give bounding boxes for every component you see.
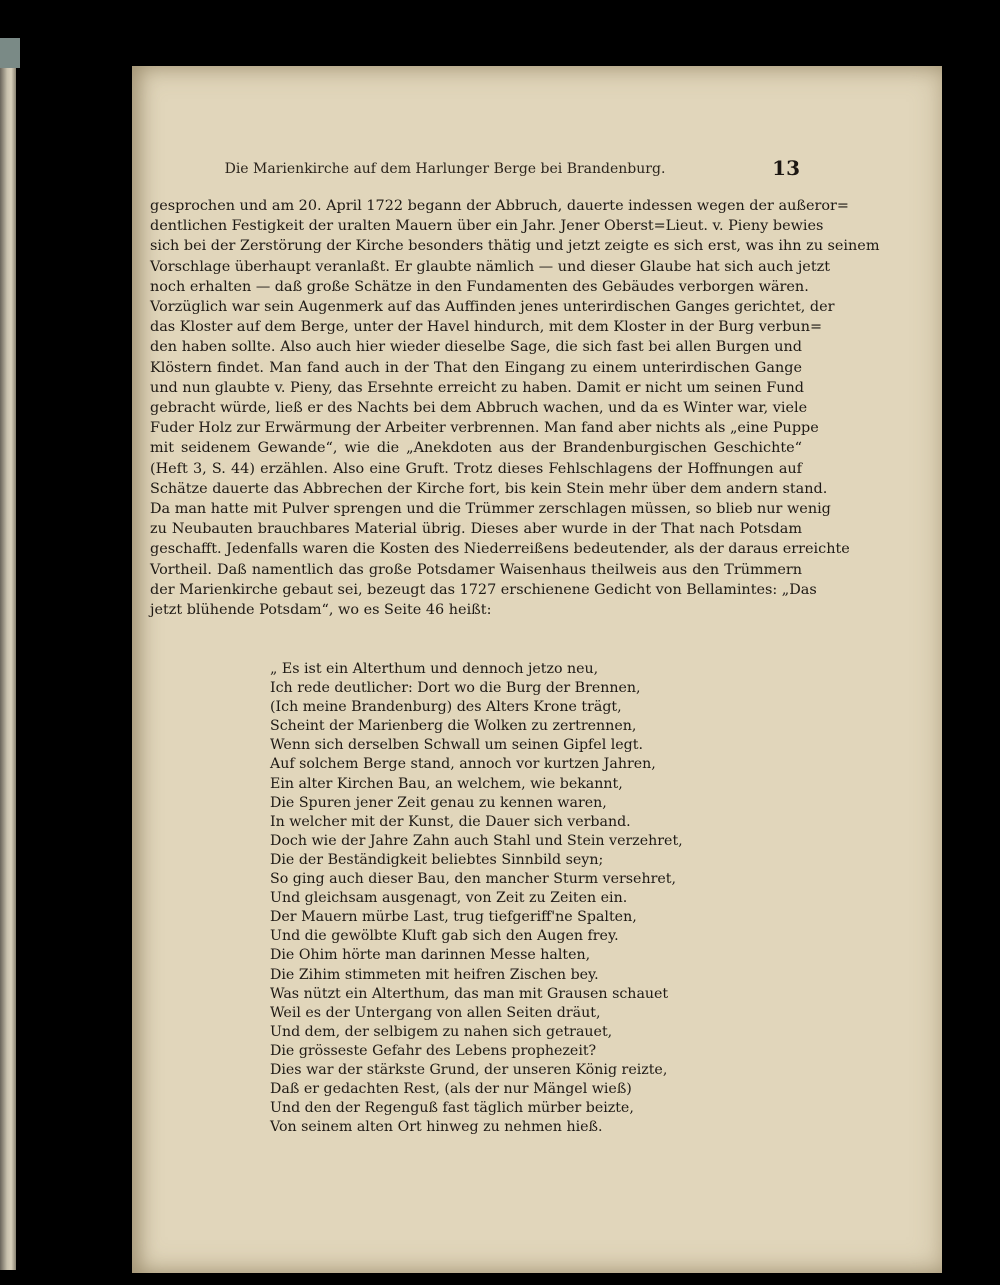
text-line: Vorzüglich war sein Augenmerk auf das Auffinden jenes unterirdischen Ganges gerichtet, der bbox=[150, 299, 835, 316]
text-line: mit seidenem Gewande“, wie die „Anekdoten aus der Brandenburgischen Geschichte“ bbox=[150, 440, 802, 457]
verse-line: Von seinem alten Ort hinweg zu nehmen hieß. bbox=[270, 1119, 603, 1136]
text-line: (Heft 3, S. 44) erzählen. Also eine Gruft. Trotz dieses Fehlschlagens der Hoffnungen auf bbox=[150, 460, 802, 477]
text-line: jetzt blühende Potsdam“, wo es Seite 46 heißt: bbox=[150, 602, 492, 619]
verse-line: Und die gewölbte Kluft gab sich den Augen frey. bbox=[270, 928, 619, 945]
verse-line: Die Ohim hörte man darinnen Messe halten, bbox=[270, 947, 591, 964]
verse-line: „ Es ist ein Alterthum und dennoch jetzo neu, bbox=[270, 661, 599, 677]
text-line: gesprochen und am 20. April 1722 begann der Abbruch, dauerte indessen wegen der außeror= bbox=[150, 198, 849, 214]
verse-line: Wenn sich derselben Schwall um seinen Gipfel legt. bbox=[270, 737, 643, 754]
text-line: sich bei der Zerstörung der Kirche besonders thätig und jetzt zeigte es sich erst, was ihn zu seinem bbox=[150, 238, 880, 255]
verse-line: Die Spuren jener Zeit genau zu kennen waren, bbox=[270, 794, 607, 811]
verse-line: (Ich meine Brandenburg) des Alters Krone trägt, bbox=[270, 699, 622, 716]
verse-line: Weil es der Untergang von allen Seiten dräut, bbox=[270, 1004, 601, 1021]
text-line: der Marienkirche gebaut sei, bezeugt das 1727 erschienene Gedicht von Bellamintes: „Das bbox=[150, 581, 817, 598]
verse-line: Daß er gedachten Rest, (als der nur Mängel wieß) bbox=[270, 1081, 632, 1098]
verse-line: Und den der Regenguß fast täglich mürber beizte, bbox=[270, 1100, 634, 1117]
text-line: zu Neubauten brauchbares Material übrig. Dieses aber wurde in der That nach Potsdam bbox=[150, 521, 802, 538]
verse-line: Die grösseste Gefahr des Lebens prophezeit? bbox=[270, 1042, 597, 1059]
text-line: gebracht würde, ließ er des Nachts bei dem Abbruch wachen, und da es Winter war, viele bbox=[150, 400, 808, 417]
body-text bbox=[150, 196, 880, 620]
verse-line: Die Zihim stimmeten mit heifren Zischen bey. bbox=[270, 966, 599, 983]
text-line: Vortheil. Daß namentlich das große Potsdamer Waisenhaus theilweis aus den Trümmern bbox=[150, 561, 802, 578]
text-line: den haben sollte. Also auch hier wieder dieselbe Sage, die sich fast bei allen Burgen und bbox=[150, 339, 802, 356]
verse-line: Ich rede deutlicher: Dort wo die Burg der Brennen, bbox=[270, 680, 641, 697]
text-line: Vorschlage überhaupt veranlaßt. Er glaubte nämlich — und dieser Glaube hat sich auch jetzt bbox=[150, 258, 830, 275]
verse-line: Ein alter Kirchen Bau, an welchem, wie bekannt, bbox=[270, 775, 623, 792]
text-line: dentlichen Festigkeit der uralten Mauern über ein Jahr. Jener Oberst=Lieut. v. Pieny bewies bbox=[150, 218, 824, 235]
running-head: Die Marienkirche auf dem Harlunger Berge bei Brandenburg. bbox=[224, 161, 666, 177]
verse-line: Auf solchem Berge stand, annoch vor kurtzen Jahren, bbox=[270, 756, 656, 773]
verse-line: Die der Beständigkeit beliebtes Sinnbild seyn; bbox=[270, 851, 604, 868]
text-line: das Kloster auf dem Berge, unter der Havel hindurch, mit dem Kloster in der Burg verbun= bbox=[150, 319, 823, 336]
text-line: noch erhalten — daß große Schätze in den Fundamenten des Gebäudes verborgen wären. bbox=[150, 278, 809, 295]
text-line: Fuder Holz zur Erwärmung der Arbeiter verbrennen. Man fand aber nichts als „eine Puppe bbox=[150, 420, 819, 437]
verse-line: Der Mauern mürbe Last, trug tiefgeriff'ne Spalten, bbox=[270, 909, 637, 926]
verse-line: Scheint der Marienberg die Wolken zu zertrennen, bbox=[270, 718, 637, 735]
page-number: 13 bbox=[772, 156, 800, 180]
text-line: Klöstern findet. Man fand auch in der That den Eingang zu einem unterirdischen Gange bbox=[150, 359, 802, 376]
verse-line: Und gleichsam ausgenagt, von Zeit zu Zeiten ein. bbox=[270, 890, 628, 907]
verse-line: So ging auch dieser Bau, den mancher Sturm versehret, bbox=[270, 871, 676, 888]
text-line: Schätze dauerte das Abbrechen der Kirche fort, bis kein Stein mehr über dem andern stand. bbox=[150, 480, 828, 497]
text-line: und nun glaubte v. Pieny, das Ersehnte erreicht zu haben. Damit er nicht um seinen Fund bbox=[150, 379, 804, 396]
book-left-edge bbox=[0, 40, 16, 1270]
verse-line: In welcher mit der Kunst, die Dauer sich verband. bbox=[270, 813, 631, 830]
verse-line: Doch wie der Jahre Zahn auch Stahl und Stein verzehret, bbox=[270, 832, 683, 849]
text-line: geschafft. Jedenfalls waren die Kosten des Niederreißens bedeutender, als der daraus erreichte bbox=[150, 541, 850, 558]
page-header bbox=[150, 158, 800, 186]
book-spine-corner bbox=[0, 38, 20, 68]
verse-line: Dies war der stärkste Grund, der unseren König reizte, bbox=[270, 1061, 668, 1078]
verse-line: Und dem, der selbigem zu nahen sich getrauet, bbox=[270, 1023, 613, 1040]
text-line: Da man hatte mit Pulver sprengen und die Trümmer zerschlagen müssen, so blieb nur wenig bbox=[150, 501, 831, 518]
verse-line: Was nützt ein Alterthum, das man mit Grausen schauet bbox=[270, 985, 669, 1002]
poem-quote bbox=[270, 660, 690, 1137]
